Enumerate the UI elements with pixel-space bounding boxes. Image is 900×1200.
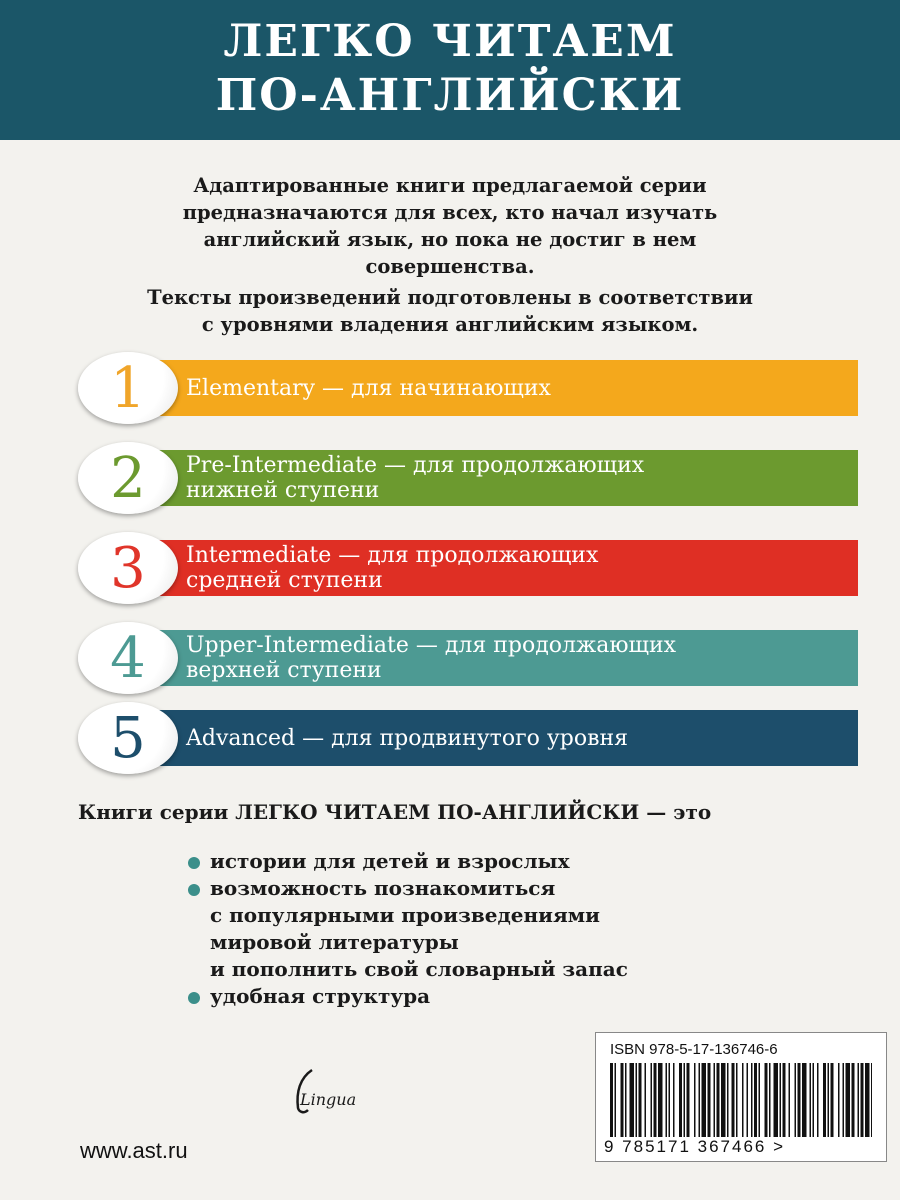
barcode-bar bbox=[636, 1063, 638, 1137]
feature-item bbox=[188, 848, 848, 875]
level-label bbox=[186, 710, 826, 766]
level-label bbox=[186, 630, 826, 686]
barcode-bar bbox=[732, 1063, 735, 1137]
intro-line: Адаптированные книги предлагаемой серии bbox=[193, 174, 707, 197]
barcode-bar bbox=[717, 1063, 720, 1137]
level-row-5 bbox=[78, 702, 858, 774]
feature-item bbox=[188, 875, 848, 902]
bullet-dot-icon bbox=[188, 884, 200, 896]
barcode-bar bbox=[759, 1063, 761, 1137]
feature-text: и пополнить свой словарный запас bbox=[210, 957, 628, 981]
barcode-bar bbox=[610, 1063, 613, 1137]
barcode-bar bbox=[846, 1063, 851, 1137]
barcode-bar bbox=[828, 1063, 830, 1137]
barcode-bar bbox=[684, 1063, 686, 1137]
barcode-bar bbox=[630, 1063, 635, 1137]
barcode-bar bbox=[687, 1063, 690, 1137]
barcode-bar bbox=[843, 1063, 845, 1137]
barcode-bar bbox=[621, 1063, 624, 1137]
barcode-bar bbox=[780, 1063, 782, 1137]
barcode-bar bbox=[658, 1063, 663, 1137]
barcode-bar bbox=[747, 1063, 749, 1137]
level-number-badge: 4 bbox=[78, 622, 178, 694]
intro-paragraph-1 bbox=[0, 172, 900, 280]
barcode-bar bbox=[666, 1063, 668, 1137]
barcode-bar bbox=[823, 1063, 826, 1137]
level-label-line-1: Pre-Intermediate — для продолжающих bbox=[186, 453, 645, 478]
feature-item bbox=[188, 983, 848, 1010]
feature-item-continuation bbox=[188, 929, 848, 956]
level-row-1 bbox=[78, 352, 858, 424]
intro-paragraph-2 bbox=[0, 284, 900, 338]
barcode-bar bbox=[615, 1063, 617, 1137]
barcode-bar bbox=[651, 1063, 653, 1137]
level-label-line-2: нижней ступени bbox=[186, 478, 380, 503]
intro-line: совершенства. bbox=[365, 255, 535, 278]
level-label bbox=[186, 360, 826, 416]
level-number-badge: 2 bbox=[78, 442, 178, 514]
barcode-digits: 9 785171 367466 > bbox=[604, 1137, 786, 1156]
barcode-bar bbox=[645, 1063, 647, 1137]
feature-text: удобная структура bbox=[210, 984, 431, 1008]
title-banner bbox=[0, 0, 900, 140]
title-line-1: ЛЕГКО ЧИТАЕМ bbox=[223, 16, 677, 67]
barcode-bar bbox=[699, 1063, 701, 1137]
feature-text: с популярными произведениями bbox=[210, 903, 600, 927]
barcode-graphic bbox=[610, 1063, 872, 1137]
barcode-bar bbox=[679, 1063, 682, 1137]
isbn-label: ISBN 978-5-17-136746-6 bbox=[610, 1041, 778, 1058]
barcode-bar bbox=[765, 1063, 768, 1137]
barcode-bar bbox=[858, 1063, 860, 1137]
summary-series: ЛЕГКО ЧИТАЕМ ПО-АНГЛИЙСКИ bbox=[235, 800, 640, 824]
feature-text: мировой литературы bbox=[210, 930, 459, 954]
barcode-bar bbox=[654, 1063, 657, 1137]
barcode-bar bbox=[754, 1063, 757, 1137]
barcode-bar bbox=[802, 1063, 807, 1137]
lingua-logo-text: Lingua bbox=[300, 1090, 357, 1109]
feature-item-continuation bbox=[188, 956, 848, 983]
barcode-bar bbox=[669, 1063, 671, 1137]
barcode-bar bbox=[789, 1063, 791, 1137]
barcode-bar bbox=[769, 1063, 771, 1137]
barcode-bar bbox=[774, 1063, 779, 1137]
barcode-bar bbox=[639, 1063, 642, 1137]
level-row-4 bbox=[78, 622, 858, 694]
barcode-bar bbox=[694, 1063, 696, 1137]
barcode-bar bbox=[751, 1063, 753, 1137]
features-list bbox=[188, 848, 848, 1010]
barcode-bar bbox=[742, 1063, 744, 1137]
barcode-bar bbox=[673, 1063, 675, 1137]
level-number-badge: 1 bbox=[78, 352, 178, 424]
summary-prefix: Книги серии bbox=[78, 800, 236, 824]
level-label-line-1: Advanced — для продвинутого уровня bbox=[186, 725, 629, 751]
barcode-bar bbox=[865, 1063, 870, 1137]
level-label-line-2: верхней ступени bbox=[186, 658, 382, 683]
level-label-line-1: Upper-Intermediate — для продолжающих bbox=[186, 633, 677, 658]
intro-line: с уровнями владения английским языком. bbox=[201, 313, 699, 336]
summary-suffix: — это bbox=[639, 800, 712, 824]
feature-text: возможность познакомиться bbox=[210, 876, 556, 900]
barcode-bar bbox=[831, 1063, 834, 1137]
title-line-2: ПО-АНГЛИЙСКИ bbox=[215, 70, 685, 121]
barcode-bar bbox=[798, 1063, 801, 1137]
feature-item-continuation bbox=[188, 902, 848, 929]
barcode-bar bbox=[736, 1063, 738, 1137]
barcode-bar bbox=[861, 1063, 864, 1137]
level-label bbox=[186, 450, 826, 506]
barcode-bar bbox=[714, 1063, 716, 1137]
barcode-bar bbox=[852, 1063, 855, 1137]
barcode-bar bbox=[708, 1063, 711, 1137]
barcode-bar bbox=[702, 1063, 707, 1137]
level-row-3 bbox=[78, 532, 858, 604]
level-number-badge: 5 bbox=[78, 702, 178, 774]
level-number-badge: 3 bbox=[78, 532, 178, 604]
level-label bbox=[186, 540, 826, 596]
barcode-bar bbox=[810, 1063, 812, 1137]
bullet-dot-icon bbox=[188, 857, 200, 869]
level-label-line-2: средней ступени bbox=[186, 568, 383, 593]
series-summary bbox=[78, 800, 878, 824]
intro-line: английский язык, но пока не достиг в нем bbox=[203, 228, 697, 251]
website-url: www.ast.ru bbox=[80, 1138, 188, 1163]
barcode-bar bbox=[625, 1063, 627, 1137]
feature-text: истории для детей и взрослых bbox=[210, 849, 570, 873]
barcode-bar bbox=[813, 1063, 815, 1137]
barcode-bar bbox=[783, 1063, 786, 1137]
barcode-bar bbox=[727, 1063, 729, 1137]
barcode-bar bbox=[795, 1063, 797, 1137]
barcode-bar bbox=[721, 1063, 726, 1137]
level-row-2 bbox=[78, 442, 858, 514]
level-label-line-1: Elementary — для начинающих bbox=[186, 375, 551, 401]
isbn-barcode-block bbox=[595, 1032, 887, 1162]
level-label-line-1: Intermediate — для продолжающих bbox=[186, 543, 599, 568]
intro-line: предназначаются для всех, кто начал изучать bbox=[182, 201, 718, 224]
barcode-bar bbox=[838, 1063, 840, 1137]
bullet-dot-icon bbox=[188, 992, 200, 1004]
barcode-bar bbox=[871, 1063, 872, 1137]
barcode-bar bbox=[817, 1063, 819, 1137]
intro-line: Тексты произведений подготовлены в соответствии bbox=[147, 286, 753, 309]
